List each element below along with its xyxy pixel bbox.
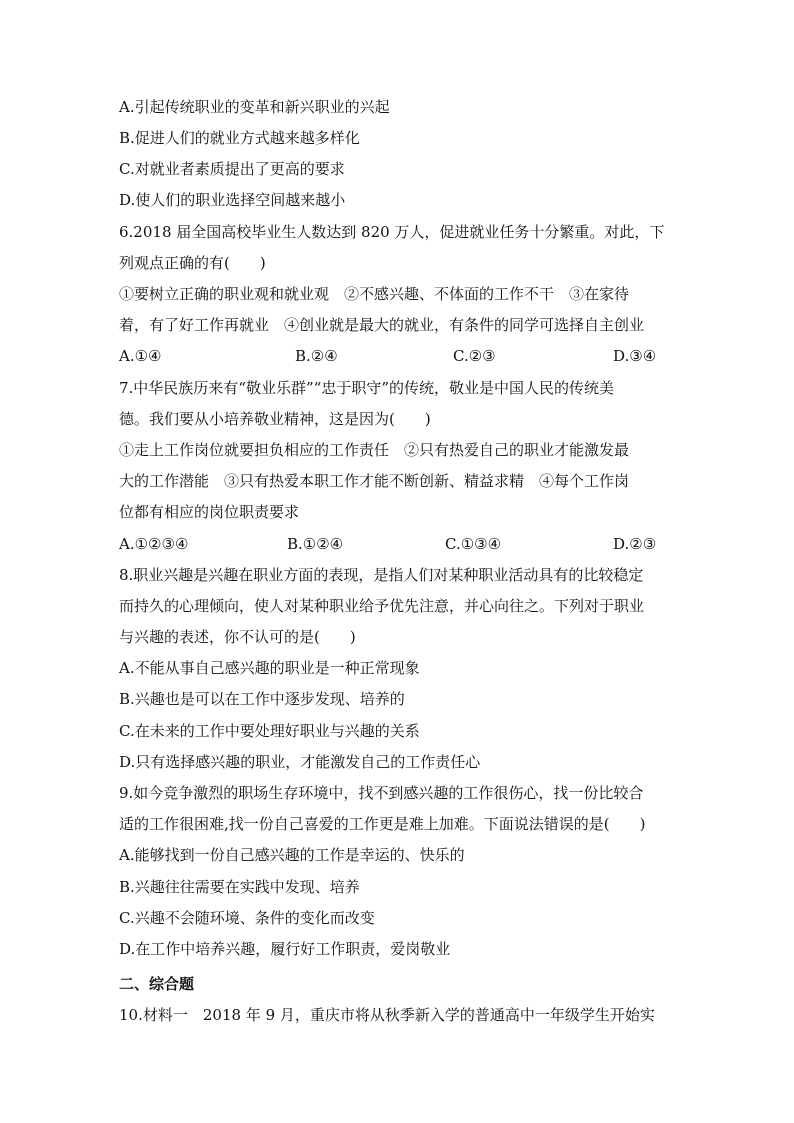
q7-option-d: D.②③	[613, 535, 657, 553]
q9-option-b: B.兴趣往往需要在实践中发现、培养	[119, 878, 360, 896]
q7-items-line-3: 位都有相应的岗位职责要求	[119, 503, 300, 521]
q6-option-c: C.②③	[453, 347, 496, 365]
q6-options-row	[119, 346, 679, 368]
q6-option-d: D.③④	[613, 347, 657, 365]
q8-option-a: A.不能从事自己感兴趣的职业是一种正常现象	[119, 659, 420, 677]
q7-stem-line-1: 7.中华民族历来有“敬业乐群”“忠于职守”的传统，敬业是中国人民的传统美	[119, 379, 614, 397]
q5-option-b: B.促进人们的就业方式越来越多样化	[119, 129, 360, 147]
q9-stem-line-1: 9.如今竞争激烈的职场生存环境中，找不到感兴趣的工作很伤心，找一份比较合	[119, 784, 644, 802]
q6-option-b: B.②④	[295, 347, 338, 365]
q7-option-b: B.①②④	[287, 535, 344, 553]
q5-option-a: A.引起传统职业的变革和新兴职业的兴起	[119, 98, 390, 116]
q9-stem-line-2: 适的工作很困难,找一份自己喜爱的工作更是难上加难。下面说法错误的是( )	[119, 815, 646, 833]
q9-option-c: C.兴趣不会随环境、条件的变化而改变	[119, 909, 375, 927]
q7-stem-line-2: 德。我们要从小培养敬业精神，这是因为( )	[119, 410, 431, 428]
q9-option-a: A.能够找到一份自己感兴趣的工作是幸运的、快乐的	[119, 846, 465, 864]
q6-option-a: A.①④	[119, 347, 162, 365]
q5-option-d: D.使人们的职业选择空间越来越小	[119, 191, 346, 209]
q10-stem-line-1: 10.材料一 2018 年 9 月，重庆市将从秋季新入学的普通高中一年级学生开始实	[119, 1006, 655, 1024]
q8-stem-line-1: 8.职业兴趣是兴趣在职业方面的表现，是指人们对某种职业活动具有的比较稳定	[119, 566, 644, 584]
q8-stem-line-3: 与兴趣的表述，你不认可的是( )	[119, 628, 356, 646]
q6-items-line-1: ①要树立正确的职业观和就业观 ②不感兴趣、不体面的工作不干 ③在家待	[119, 285, 630, 303]
q7-option-c: C.①③④	[445, 535, 502, 553]
q7-option-a: A.①②③④	[119, 535, 189, 553]
section-heading: 二、综合题	[119, 975, 195, 993]
q6-items-line-2: 着，有了好工作再就业 ④创业就是最大的就业，有条件的同学可选择自主创业	[119, 316, 645, 334]
q7-options-row	[119, 534, 679, 556]
q5-option-c: C.对就业者素质提出了更高的要求	[119, 160, 345, 178]
q8-option-b: B.兴趣也是可以在工作中逐步发现、培养的	[119, 690, 405, 708]
q8-option-d: D.只有选择感兴趣的职业，才能激发自己的工作责任心	[119, 753, 481, 771]
q8-option-c: C.在未来的工作中要处理好职业与兴趣的关系	[119, 722, 420, 740]
q6-stem-line-2: 列观点正确的有( )	[119, 254, 266, 272]
q8-stem-line-2: 而持久的心理倾向，使人对某种职业给予优先注意，并心向往之。下列对于职业	[119, 597, 645, 615]
q6-stem-line-1: 6.2018 届全国高校毕业生人数达到 820 万人，促进就业任务十分繁重。对此，下	[119, 223, 665, 241]
q7-items-line-1: ①走上工作岗位就要担负相应的工作责任 ②只有热爱自己的职业才能激发最	[119, 441, 630, 459]
q9-option-d: D.在工作中培养兴趣，履行好工作职责，爱岗敬业	[119, 940, 451, 958]
q7-items-line-2: 大的工作潜能 ③只有热爱本职工作才能不断创新、精益求精 ④每个工作岗	[119, 472, 630, 490]
